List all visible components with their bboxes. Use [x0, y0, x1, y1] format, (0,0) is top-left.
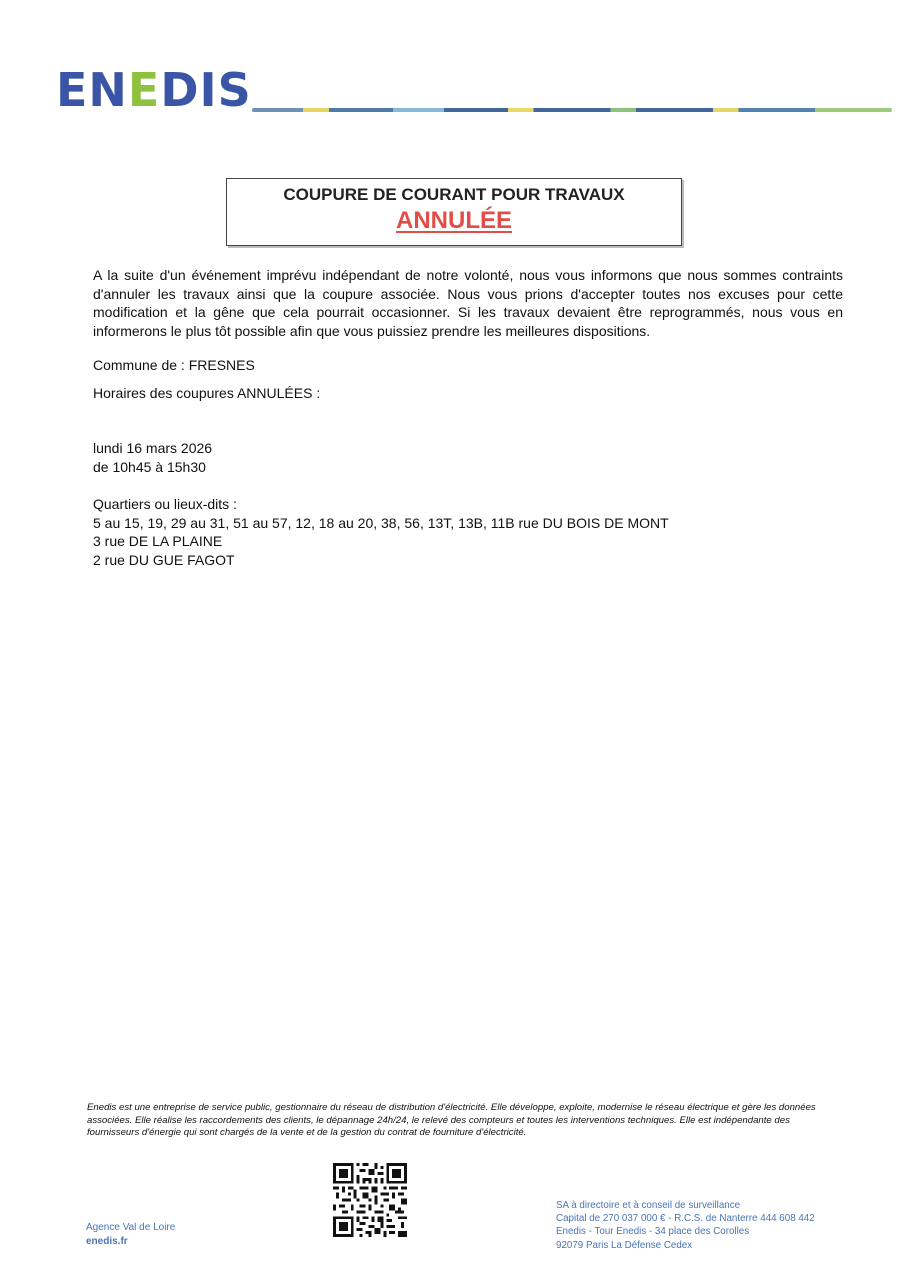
commune-line: Commune de : FRESNES: [93, 357, 255, 373]
schedule-block: [93, 439, 212, 476]
header-divider: [252, 108, 892, 112]
schedule-time: de 10h45 à 15h30: [93, 458, 206, 475]
schedule-date: lundi 16 mars 2026: [93, 440, 213, 456]
notice-status: ANNULÉE: [395, 207, 512, 234]
legal-notice: Enedis est une entreprise de service public, gestionnaire du réseau de distribution d'électricité. Elle développe, exploite, modernise le réseau électrique et gère les données associées. Elle réalise les raccordements des clients, le dépannage 24h/24, le relevé des compteurs et toutes les interventions techniques. Elle est indépendante des fournisseurs d'énergie qui sont chargés de la vente et de la gestion du contrat de fourniture d'électricité.: [87, 1102, 816, 1139]
logo-part-e-green: E: [127, 63, 161, 117]
location-item: 3 rue DE LA PLAINE: [93, 533, 223, 549]
notice-title-box: [226, 178, 682, 246]
agency-name: Agence Val de Loire: [86, 1222, 176, 1233]
quartiers-label: Quartiers ou lieux-dits :: [93, 496, 237, 512]
horaires-label: Horaires des coupures ANNULÉES :: [93, 385, 321, 401]
logo-part-en: EN: [56, 63, 128, 117]
logo-wordmark: [56, 63, 252, 117]
company-line: Enedis - Tour Enedis - 34 place des Corolles: [556, 1226, 750, 1238]
company-line: 92079 Paris La Défense Cedex: [556, 1239, 693, 1251]
company-info: [556, 1199, 815, 1252]
company-line: SA à directoire et à conseil de surveillance: [556, 1200, 741, 1211]
location-item: 2 rue DU GUE FAGOT: [93, 551, 235, 568]
footer-agency: [86, 1221, 175, 1249]
website-link[interactable]: enedis.fr: [86, 1236, 128, 1247]
logo-part-dis: DIS: [160, 63, 252, 117]
company-line: Capital de 270 037 000 € - R.C.S. de Nanterre 444 608 442: [556, 1213, 815, 1225]
qr-code[interactable]: [333, 1163, 407, 1237]
location-item: 5 au 15, 19, 29 au 31, 51 au 57, 12, 18 au 20, 38, 56, 13T, 13B, 11B rue DU BOIS DE MONT: [93, 514, 669, 531]
notice-title: COUPURE DE COURANT POUR TRAVAUX: [283, 185, 625, 204]
enedis-logo: [56, 62, 252, 118]
notice-paragraph: A la suite d'un événement imprévu indépendant de notre volonté, nous vous informons que nous sommes contraints d'annuler les travaux ainsi que la coupure associée. Nous vous prions d'accepter toutes nos excuses pour cette modification et la gêne que cela pourrait occasionner. Si les travaux devaient être reprogrammés, nous vous en informerons le plus tôt possible afin que vous puissiez prendre les meilleures dispositions.: [93, 267, 843, 339]
locations-block: [93, 495, 669, 569]
